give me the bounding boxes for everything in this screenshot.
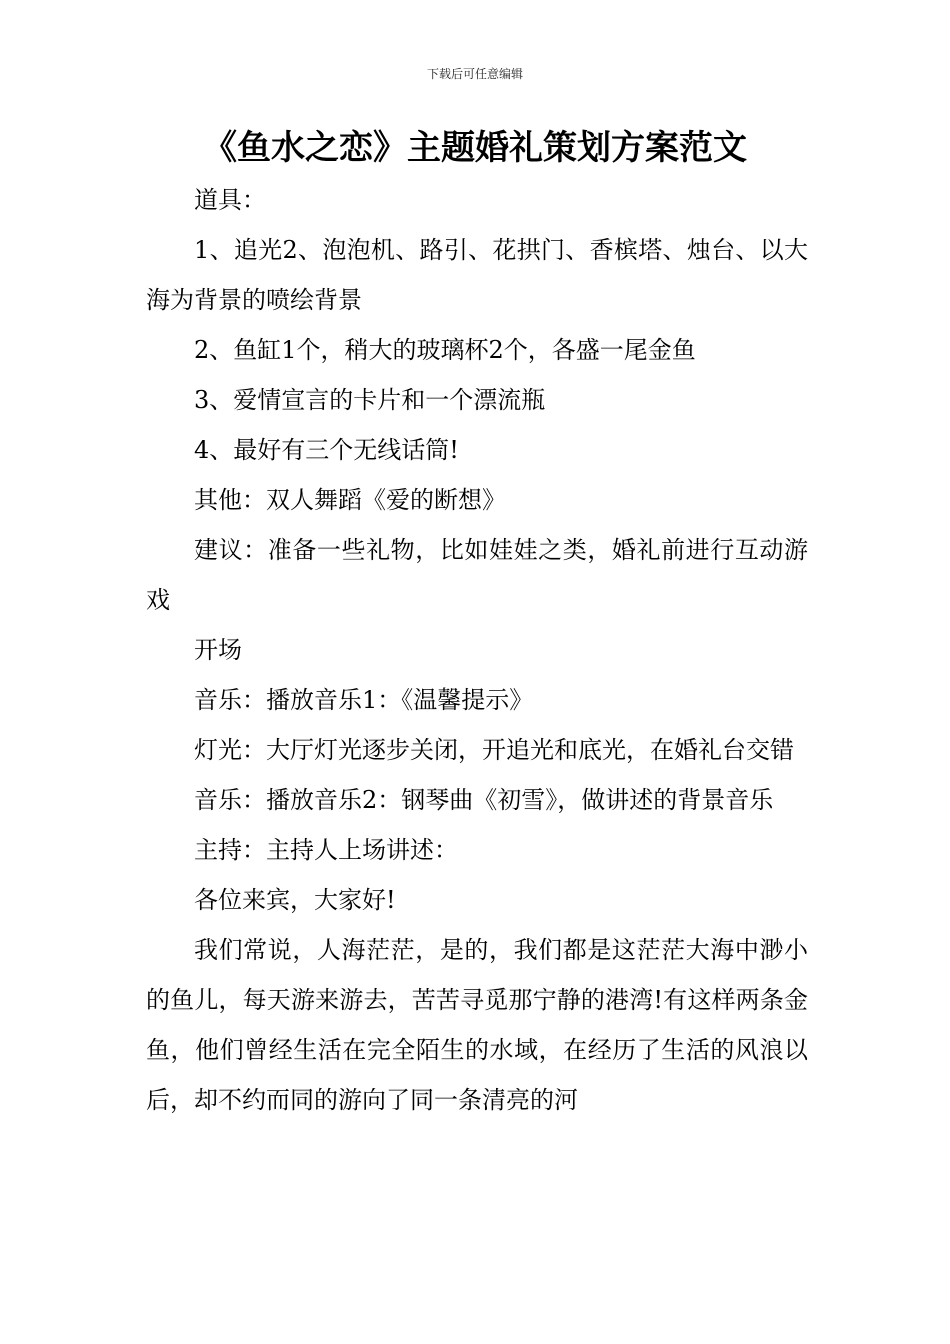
paragraph-host: 主持：主持人上场讲述： [194, 836, 458, 864]
paragraph-opening: 开场 [194, 636, 242, 664]
paragraph-music-2: 音乐：播放音乐2：钢琴曲《初雪》，做讲述的背景音乐 [194, 786, 774, 814]
paragraph-suggestion: 建议：准备一些礼物，比如娃娃之类，婚礼前进行互动游戏 [146, 536, 808, 614]
paragraph-narration: 我们常说，人海茫茫，是的，我们都是这茫茫大海中渺小的鱼儿，每天游来游去，苦苦寻觅那宁静的港湾!有这样两条金鱼，他们曾经生活在完全陌生的水域，在经历了生活的风浪以后，却不约而同的游向了同一条清亮的河 [146, 936, 808, 1114]
paragraph-props-heading: 道具： [194, 186, 266, 214]
paragraph-props-2: 2、鱼缸1个，稍大的玻璃杯2个，各盛一尾金鱼 [194, 336, 696, 364]
paragraph-props-4: 4、最好有三个无线话筒! [194, 436, 459, 464]
document-title: 《鱼水之恋》主题婚礼策划方案范文 [203, 128, 747, 168]
document-body [146, 175, 808, 1125]
paragraph-props-1: 1、追光2、泡泡机、路引、花拱门、香槟塔、烛台、以大海为背景的喷绘背景 [146, 236, 808, 314]
paragraph-props-3: 3、爱情宣言的卡片和一个漂流瓶 [194, 386, 546, 414]
paragraph-music-1: 音乐：播放音乐1：《温馨提示》 [194, 686, 534, 714]
paragraph-other: 其他：双人舞蹈《爱的断想》 [194, 486, 506, 514]
header-note: 下载后可任意编辑 [426, 67, 523, 81]
paragraph-lighting: 灯光：大厅灯光逐步关闭，开追光和底光，在婚礼台交错 [194, 736, 794, 764]
paragraph-greeting: 各位来宾，大家好! [194, 886, 396, 914]
